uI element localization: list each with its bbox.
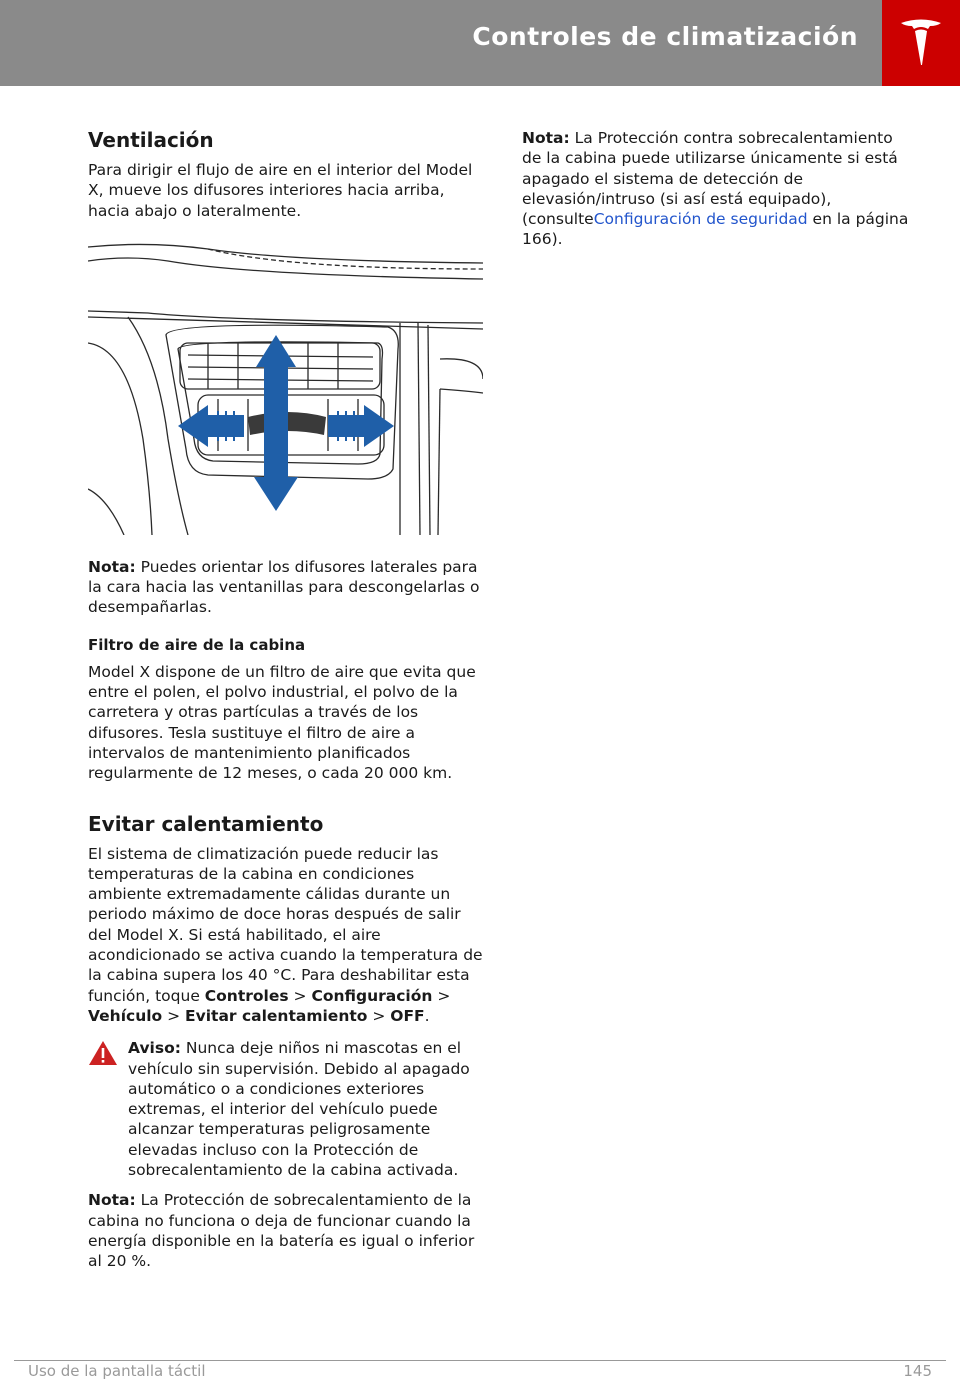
menu-path-end: . — [424, 1006, 430, 1025]
menu-path-vehiculo: Vehículo — [88, 1006, 163, 1025]
nota-end: en la página 166). — [522, 210, 909, 249]
footer-section-name: Uso de la pantalla táctil — [28, 1362, 206, 1380]
warning-triangle-icon — [88, 1040, 118, 1066]
nota-text: La Protección de sobrecalentamiento de la cabina no funciona o deja de funcionar cuando la energía disponible en la batería es igual o inferior al 20 %. — [88, 1191, 475, 1271]
aviso-label: Aviso: — [128, 1039, 181, 1058]
menu-path-controles: Controles — [204, 986, 289, 1005]
nota-label: Nota: — [88, 557, 136, 576]
menu-path-off: OFF — [390, 1006, 425, 1025]
nota-intruso — [522, 128, 917, 250]
nota-label: Nota: — [522, 129, 570, 147]
menu-path-sep: > — [432, 986, 451, 1005]
nota-vents — [88, 557, 483, 618]
evitar-paragraph — [88, 844, 483, 1027]
menu-path-evitar: Evitar calentamiento — [185, 1006, 368, 1025]
page-header — [0, 0, 960, 86]
footer-divider — [14, 1360, 946, 1361]
section-heading-evitar: Evitar calentamiento — [88, 811, 324, 836]
nota-label: Nota: — [88, 1191, 136, 1210]
menu-path-sep: > — [288, 986, 312, 1005]
aviso-text: Nunca deje niños ni mascotas en el vehículo sin supervisión. Debido al apagado automático o a condiciones exteriores extremas, el interior del vehículo puede alcanzar temperaturas peligrosamente elevadas incluso con la Protección de sobrecalentamiento de la cabina activada. — [128, 1039, 470, 1180]
warning-box — [88, 1038, 483, 1180]
section-heading-ventilacion: Ventilación — [88, 128, 214, 152]
menu-path-configuracion: Configuración — [311, 986, 433, 1005]
subheading-filtro: Filtro de aire de la cabina — [88, 635, 306, 654]
evitar-text: El sistema de climatización puede reducir las temperaturas de la cabina en condiciones ambiente extremadamente cálidas durante un periodo máximo de doce horas después de salir del Model X. Si está habilitado, el aire acondicionado se activa cuando la temperatura de la cabina supera los 40 °C. Para deshabilitar esta función, toque — [88, 844, 483, 1005]
vent-illustration — [88, 239, 483, 535]
nota-text: Puedes orientar los difusores laterales para la cara hacia las ventanillas para descongelarlas o desempañarlas. — [88, 557, 480, 617]
page-number: 145 — [903, 1362, 932, 1380]
menu-path-sep: > — [367, 1006, 391, 1025]
ventilacion-paragraph: Para dirigir el flujo de aire en el interior del Model X, mueve los difusores interiores hacia arriba, hacia abajo o lateralmente. — [88, 161, 473, 220]
menu-path-sep: > — [162, 1006, 186, 1025]
filtro-paragraph: Model X dispone de un filtro de aire que evita que entre el polen, el polvo industrial, el polvo de la carretera y otras partículas a través de los difusores. Tesla sustituye el filtro de aire a intervalos de mantenimiento planificados regularmente de 12 meses, o cada 20 000 km. — [88, 662, 476, 783]
left-column — [88, 128, 483, 1272]
right-column — [522, 128, 917, 250]
page-title: Controles de climatización — [472, 22, 858, 51]
nota-text: La Protección contra sobrecalentamiento de la cabina puede utilizarse únicamente si está apagado el sistema de detección de elevasión/intruso (si así está equipado), (consulte — [522, 129, 898, 229]
tesla-logo-badge — [882, 0, 960, 86]
nota-battery — [88, 1190, 483, 1271]
security-settings-link[interactable]: Configuración de seguridad — [593, 210, 808, 229]
warning-text — [128, 1038, 483, 1180]
tesla-logo-icon — [899, 17, 943, 67]
